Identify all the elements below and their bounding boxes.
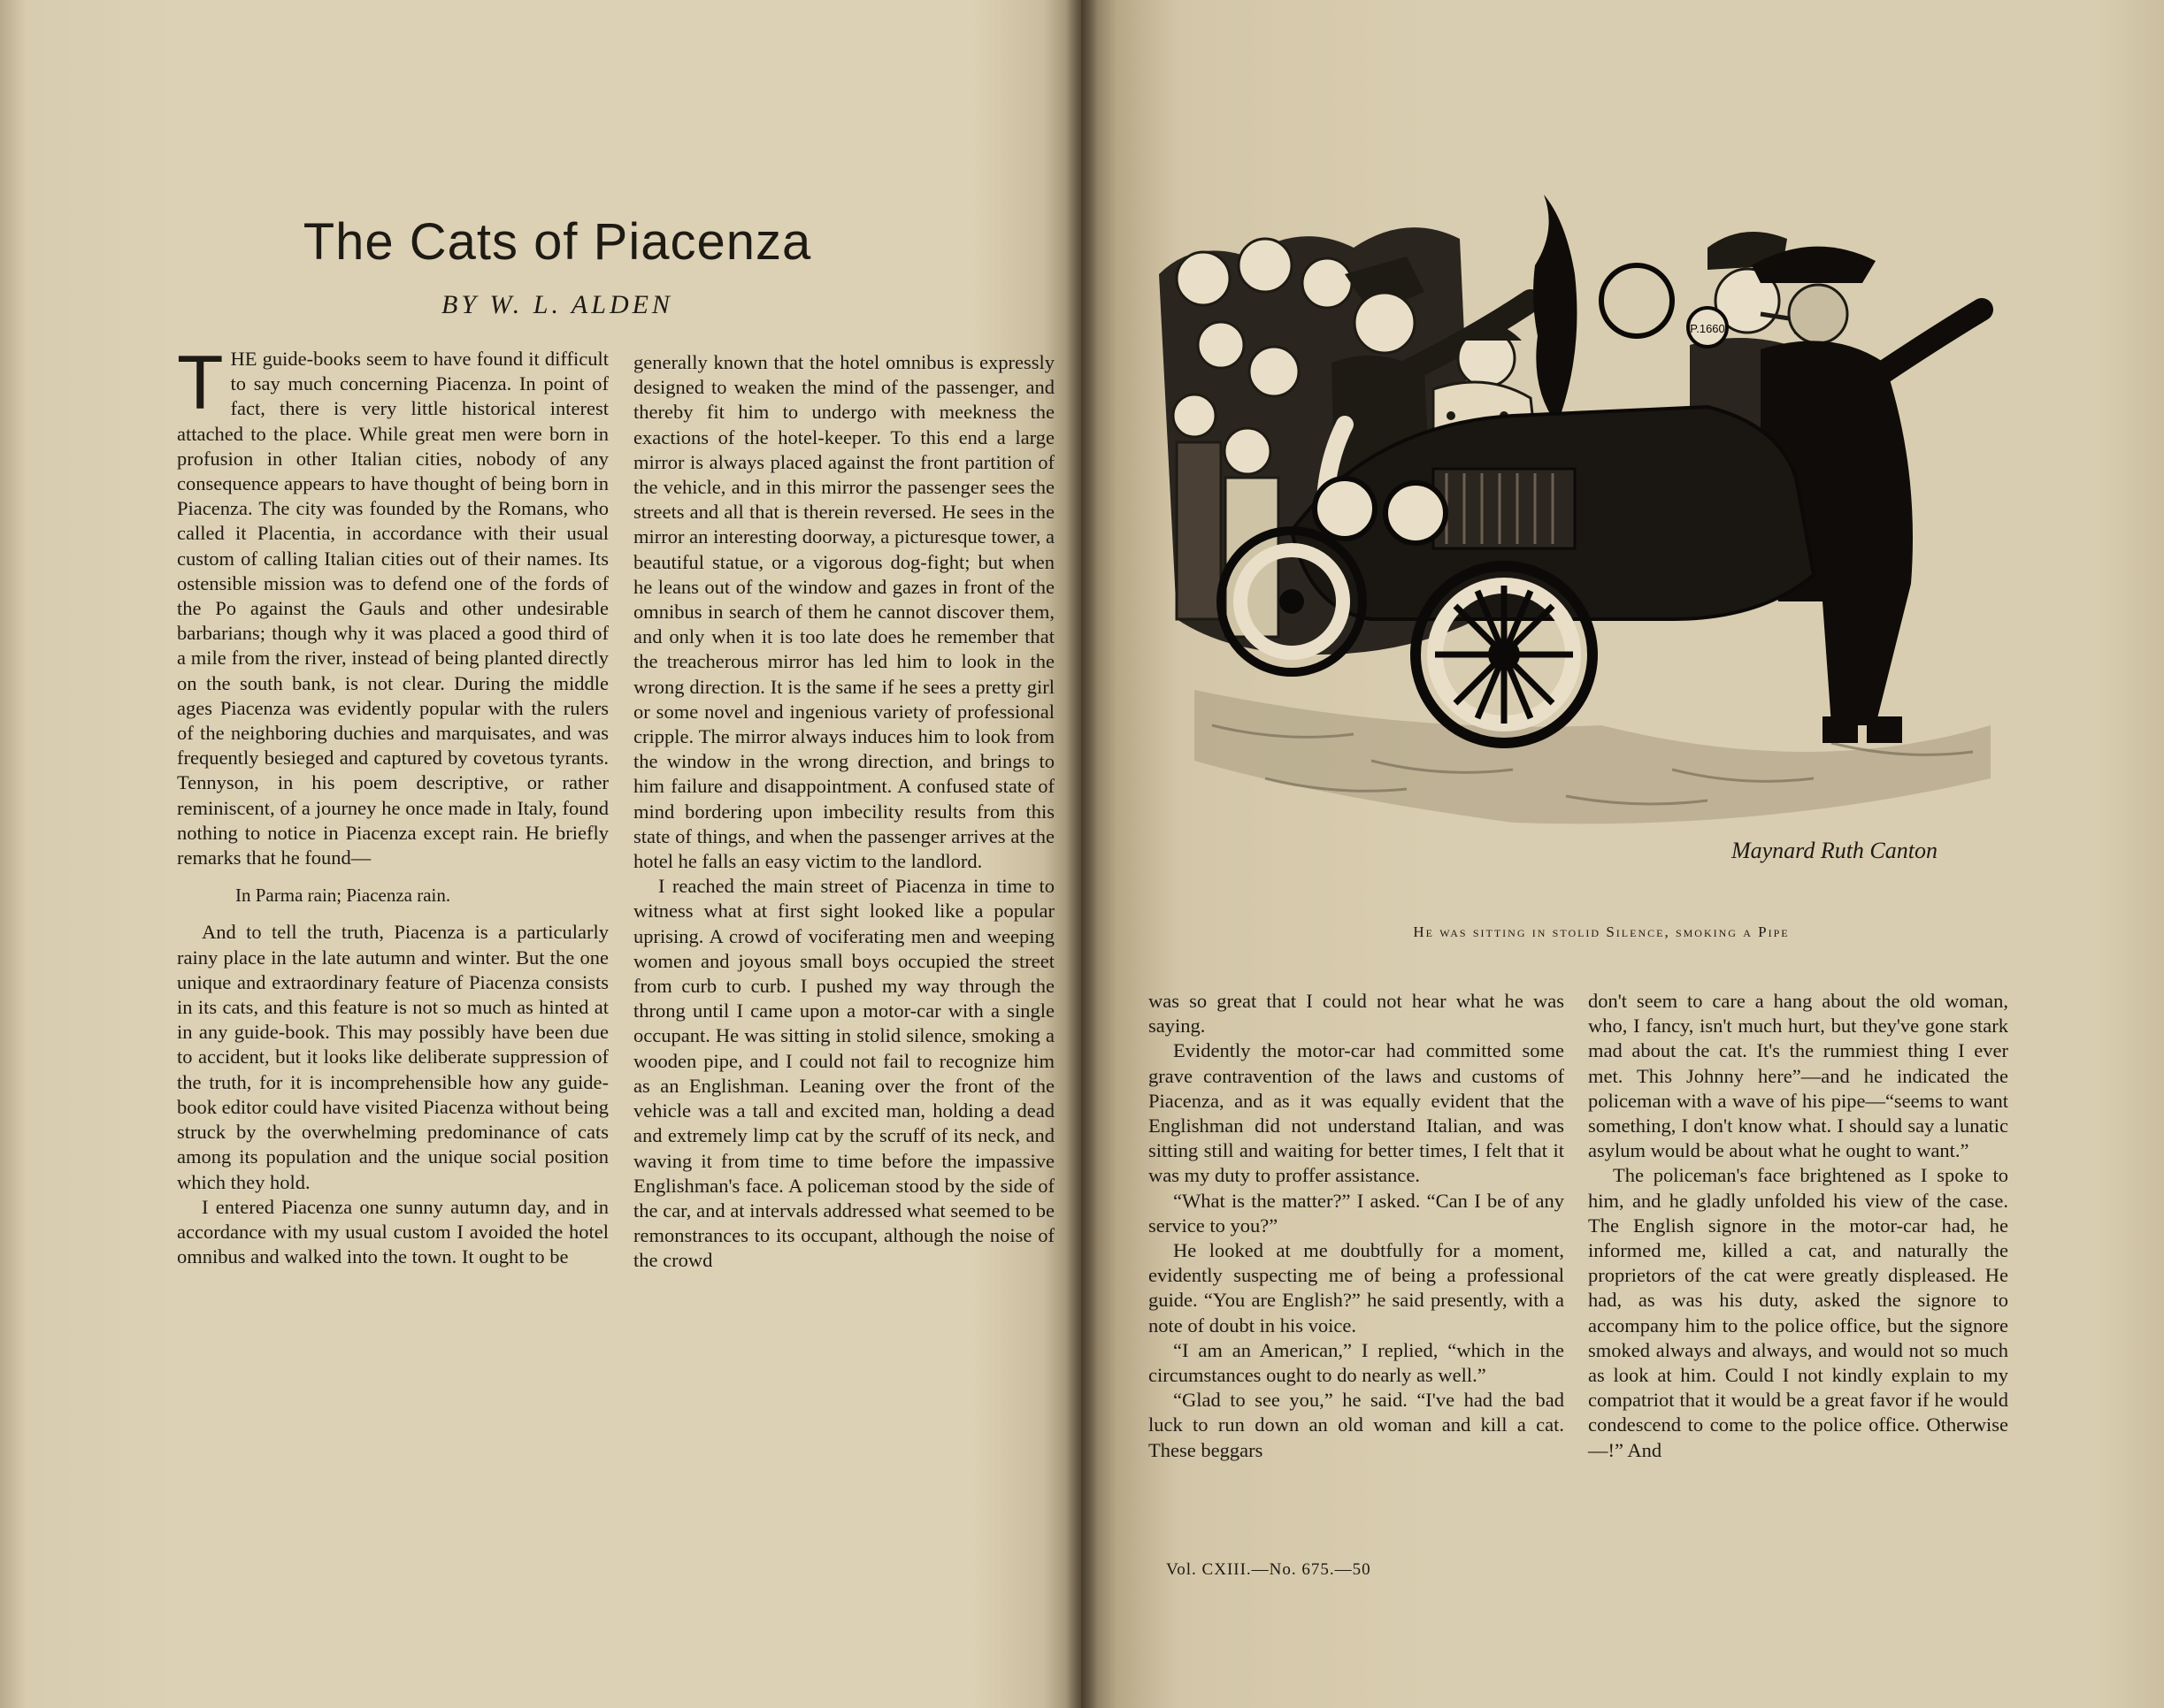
paragraph: He looked at me doubtfully for a moment, evidently suspecting me of being a professional guide. “You are English?” he said presently, with a note of doubt in his voice. (1148, 1239, 1564, 1337)
headlamp-left (1315, 479, 1375, 539)
dead-cat (1533, 195, 1577, 425)
artist-signature: Maynard Ruth Canton (1730, 838, 1938, 863)
front-wheel-right (1416, 566, 1592, 743)
plate-number: P.1660 (1690, 322, 1725, 335)
article-title: The Cats of Piacenza (303, 213, 812, 271)
paragraph: I entered Piacenza one sunny autumn day, and in accordance with my usual custom I avoided the hotel omnibus and walked into the town. It ought to be (177, 1195, 609, 1268)
drop-cap: T (177, 341, 224, 425)
motor-car-illustration (1141, 159, 2017, 893)
front-wheel-left (1221, 531, 1362, 672)
paragraph (177, 341, 609, 870)
article-byline: BY W. L. ALDEN (441, 290, 673, 319)
paragraph-text: HE guide-books seem to have found it difficult to say much concerning Piacenza. In point of fact, there is very little historical interest attached to the place. While great men were born in profusion in other Italian cities, nobody of any consequence appears to have thought of being born in Piacenza. The city was founded by the Romans, who called it Placentia, in accordance with their usual custom of calling Italian cities out of their names. Its ostensible mission was to defend one of the fords of the Po against the Gauls and other undesirable barbarians; though why it was placed a good third of a mile from the river, instead of being planted directly on the south bank, is not clear. During the middle ages Piacenza was evidently popular with the rulers of the neighboring duchies and marquisates, and was frequently besieged and captured by covetous tyrants. Tennyson, in his poem descriptive, or rather reminiscent, of a journey he once made in Italy, found nothing to notice in Piacenza except rain. He briefly remarks that he found— (177, 348, 609, 869)
paragraph: was so great that I could not hear what he was saying. (1148, 990, 1564, 1038)
steering-wheel (1601, 265, 1672, 336)
paragraph: don't seem to care a hang about the old woman, who, I fancy, isn't much hurt, but they've gone stark mad about the cat. It's the rummiest thing I ever met. This Johnny here”—and he indicated the policeman with a wave of his pipe—“seems to want something, I don't know what. I should say a lunatic asylum would be about what he ought to want.” (1588, 990, 2008, 1162)
paragraph: generally known that the hotel omnibus is expressly designed to weaken the mind of the passenger, and thereby fit him to undergo with meekness the exactions of the hotel-keeper. To this end a large mirror is always placed against the front partition of the vehicle, and in this mirror the passenger sees the streets and all that is therein reversed. He sees in the mirror an interesting doorway, a picturesque tower, a beautiful statue, or a vigorous dog-fight; but when he leans out of the window and gazes in front of the omnibus in search of them he cannot discover them, and only when it is too late does he remember that the treacherous mirror has led him to look in the wrong direction. It is the same if he sees a pretty girl or some novel and ingenious variety of professional cripple. The mirror always induces him to look from the window in the wrong direction, and brings to him failure and disappointment. A confused state of mind bordering upon imbecility results from this state of things, and when the passenger arrives at the hotel he falls an easy victim to the landlord. (633, 351, 1055, 873)
page-gutter (1066, 0, 1098, 1708)
paragraph: Evidently the motor-car had committed some grave contravention of the laws and customs of Piacenza, and as it was equally evident that the Englishman did not understand Italian, and was sitting still and waiting for better times, I felt that it was my duty to proffer assistance. (1148, 1039, 1564, 1187)
paragraph: The policeman's face brightened as I spoke to him, and he gladly unfolded his view of the case. The English signore in the motor-car had, he informed me, killed a cat, and naturally the proprietors of the cat were greatly displeased. He had, as was his duty, asked the signore to accompany him to the police office, but the signore smoked always and always, and would not so much as look at him. Could I not kindly explain to my compatriot that it would be a great favor if he would condescend to come to the police office. Otherwise—!” And (1588, 1164, 2008, 1461)
paragraph: “I am an American,” I replied, “which in the circumstances ought to do nearly as well.” (1148, 1338, 1564, 1387)
headlamp-right (1385, 483, 1446, 543)
paragraph: “Glad to see you,” he said. “I've had the bad luck to run down an old woman and kill a cat. These beggars (1148, 1389, 1564, 1461)
page-folio: Vol. CXIII.—No. 675.—50 (1166, 1560, 1371, 1579)
right-column-2 (1588, 989, 2008, 1463)
left-column-2 (633, 350, 1055, 1274)
verse-quote: In Parma rain; Piacenza rain. (235, 885, 451, 907)
illustration-caption: He was sitting in stolid Silence, smoking a Pipe (1413, 923, 1790, 940)
paragraph: I reached the main street of Piacenza in time to witness what at first sight looked like a popular uprising. A crowd of vociferating men and weeping women and joyous small boys occupied the street from curb to curb. I pushed my way through the throng until I came upon a motor-car with a single occupant. He was sitting in stolid silence, smoking a wooden pipe, and I could not fail to recognize him as an Englishman. Leaning over the front of the vehicle was a tall and excited man, holding a dead and extremely limp cat by the scruff of its neck, and waving it from time to time before the impassive Englishman's face. A policeman stood by the side of the car, and at intervals addressed what seemed to be remonstrances to its occupant, although the noise of the crowd (633, 875, 1055, 1272)
paragraph: And to tell the truth, Piacenza is a particularly rainy place in the late autumn and winter. But the one unique and extraordinary feature of Piacenza consists in its cats, and this feature is not so much as hinted at in any guide-book. This may possibly have been due to accident, but it looks like deliberate suppression of the truth, for it is incomprehensible how any guide-book editor could have visited Piacenza without being struck by the overwhelming predominance of cats among its population and the unique social position which they hold. (177, 921, 610, 1193)
right-column-1 (1148, 989, 1564, 1463)
left-page (0, 0, 1081, 1708)
paragraph: “What is the matter?” I asked. “Can I be of any service to you?” (1148, 1189, 1564, 1237)
left-column-1 (177, 341, 610, 1269)
